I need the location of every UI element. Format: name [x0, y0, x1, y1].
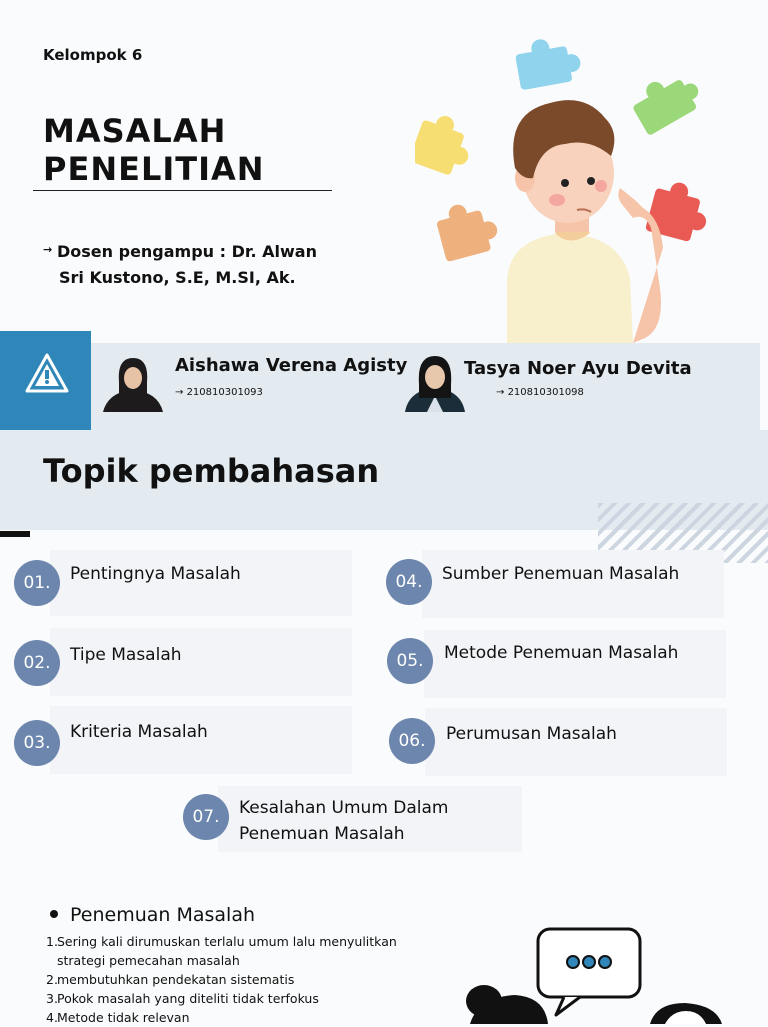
topic-number: 05.	[387, 638, 433, 684]
topic-label: Sumber Penemuan Masalah	[442, 564, 680, 584]
topic-label: Tipe Masalah	[70, 645, 182, 665]
topic-number: 06.	[389, 718, 435, 764]
group-label: Kelompok 6	[43, 46, 143, 64]
list-item: 3. Pokok masalah yang diteliti tidak terfokus	[46, 991, 319, 1006]
avatar	[103, 352, 163, 412]
member-name: Tasya Noer Ayu Devita	[464, 358, 692, 379]
topic-label: Pentingnya Masalah	[70, 564, 241, 584]
list-item: 2. membutuhkan pendekatan sistematis	[46, 972, 295, 987]
puzzle-icon	[627, 64, 707, 136]
section-heading: Penemuan Masalah	[50, 904, 255, 926]
avatar	[405, 352, 465, 412]
section-title: Topik pembahasan	[43, 452, 380, 490]
title-divider	[33, 190, 332, 191]
member-id: → 210810301098	[496, 387, 584, 398]
page-title: MASALAH PENELITIAN	[43, 112, 265, 188]
lecturer-info: → Dosen pengampu : Dr. Alwan Sri Kustono, S.E, M.SI, Ak.	[43, 239, 317, 291]
topic-number: 03.	[14, 720, 60, 766]
arrow-icon: →	[175, 387, 187, 398]
topic-number: 01.	[14, 560, 60, 606]
topic-number: 07.	[183, 794, 229, 840]
topic-label: Perumusan Masalah	[446, 724, 617, 744]
decorative-dash	[0, 531, 30, 537]
arrow-icon: →	[496, 387, 508, 398]
speech-bubble-illustration	[460, 925, 760, 1024]
topic-label: Metode Penemuan Masalah	[444, 643, 679, 663]
member-id: → 210810301093	[175, 387, 263, 398]
thinking-person-illustration	[415, 38, 735, 343]
list-item: 4. Metode tidak relevan	[46, 1010, 190, 1025]
member-name: Aishawa Verena Agisty	[175, 355, 408, 376]
arrow-icon: →	[43, 243, 53, 256]
list-item-continuation: strategi pemecahan masalah	[57, 953, 240, 968]
topic-number: 04.	[386, 559, 432, 605]
puzzle-icon	[415, 109, 479, 179]
topic-number: 02.	[14, 640, 60, 686]
topic-label: Kriteria Masalah	[70, 722, 208, 742]
topic-label: Kesalahan Umum Dalam Penemuan Masalah	[239, 798, 449, 844]
warning-box	[0, 331, 91, 430]
puzzle-icon	[513, 38, 583, 90]
puzzle-icon	[433, 196, 502, 262]
warning-icon	[24, 351, 70, 397]
list-item: 1. Sering kali dirumuskan terlalu umum lalu menyulitkan	[46, 934, 397, 949]
bullet-icon	[50, 910, 58, 918]
penemuan-list	[46, 932, 397, 1027]
speech-bubble-icon	[538, 929, 640, 1015]
